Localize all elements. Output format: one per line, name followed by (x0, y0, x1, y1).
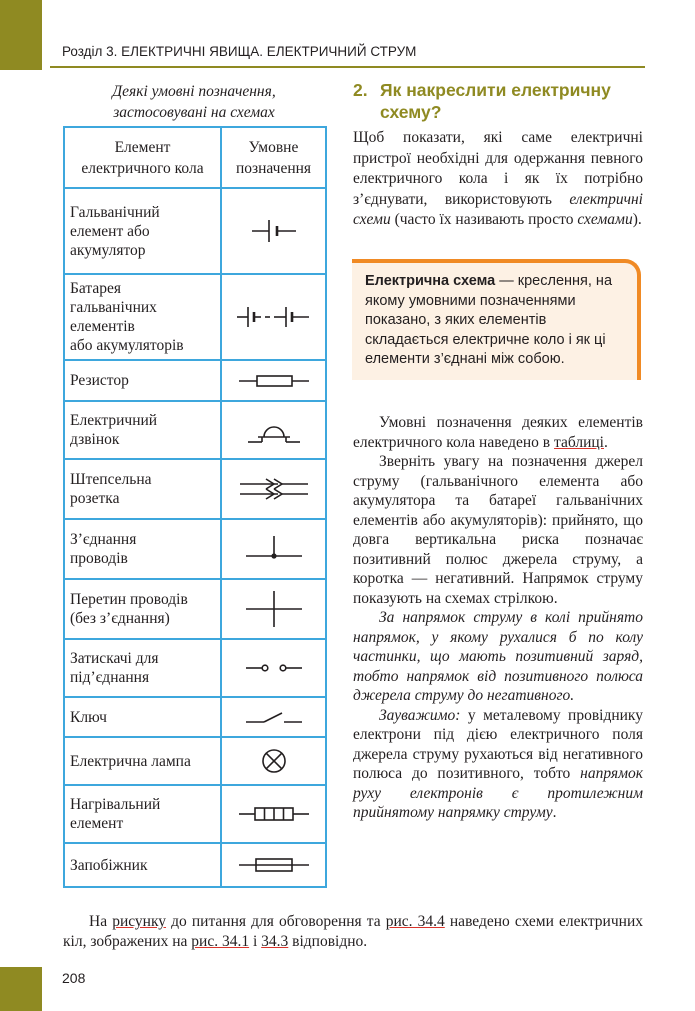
table-row (64, 843, 326, 887)
bottom-paragraph: На рисунку до питання для обговорення та рис. 34.4 наведено схеми електричних кіл, зображених на рис. 34.1 і 34.3 відповідно. (63, 913, 643, 950)
table-caption: Деякі умовні позначення, застосовувані на схемах (112, 83, 276, 121)
bottom-color-bar (0, 967, 42, 1011)
page-number: 208 (62, 970, 86, 986)
figure-link[interactable]: рисунку (112, 913, 167, 930)
table-row (64, 639, 326, 697)
body-text (353, 413, 643, 823)
lamp-symbol-icon (221, 737, 326, 785)
header-rule (50, 66, 645, 68)
bell-symbol-icon (221, 401, 326, 459)
paragraph: За напрямок струму в колі прийнято напрямок, у якому рухалися б по колу частинки, що мають позитивний заряд, тобто напрямок від позитивного полюса джерела струму до негативного. (353, 609, 643, 704)
section-heading (353, 79, 643, 123)
row-label: Гальванічний елемент або акумулятор (64, 188, 221, 274)
col-header-element: Елемент електричного кола (64, 127, 221, 188)
figure-link[interactable]: рис. 34.1 (191, 933, 250, 950)
wire-crossing-symbol-icon (221, 579, 326, 639)
table-row (64, 697, 326, 737)
row-label: Перетин проводів (без з’єднання) (64, 579, 221, 639)
table-row (64, 785, 326, 843)
top-color-bar (0, 0, 42, 70)
table-row (64, 737, 326, 785)
heater-symbol-icon (221, 785, 326, 843)
definition-term: Електрична схема (365, 273, 496, 289)
paragraph: Зауважимо: у металевому провіднику електрони під дією електричного поля джерела струму рухаються від негативного полюса до позитивного, тобто напрямок руху електронів є протилежним прийнятому напрямку струму. (353, 706, 643, 821)
row-label: Електричний дзвінок (64, 401, 221, 459)
battery-symbol-icon (221, 274, 326, 360)
section-title-line1: Як накреслити електричну (380, 80, 611, 100)
running-header: Розділ 3. ЕЛЕКТРИЧНІ ЯВИЩА. ЕЛЕКТРИЧНИЙ СТРУМ (62, 44, 417, 59)
section-title-line2: схему? (380, 102, 442, 122)
table-row (64, 188, 326, 274)
table-row (64, 519, 326, 579)
galvanic-cell-symbol-icon (221, 188, 326, 274)
row-label: З’єднання проводів (64, 519, 221, 579)
row-label: Ключ (64, 697, 221, 737)
table-link[interactable]: таблиці (554, 433, 604, 451)
terminals-symbol-icon (221, 639, 326, 697)
paragraph: Зверніть увагу на позначення джерел струму (гальванічного елемента або акумулятора та батареї гальванічних елементів або акумуляторів): прийнято, що довга вертикальна риска позначає позитивний полюс джерела струму, а коротка — негативний. Напрямок струму показують на схемах стрілкою. (353, 453, 643, 607)
table-header-row (64, 127, 326, 188)
resistor-symbol-icon (221, 360, 326, 401)
paragraph: Умовні позначення деяких елементів електричного кола наведено в таблиці. (353, 414, 643, 451)
switch-symbol-icon (221, 697, 326, 737)
figure-link[interactable]: рис. 34.4 (385, 913, 445, 930)
table-row (64, 274, 326, 360)
symbols-table (63, 126, 327, 888)
socket-symbol-icon (221, 459, 326, 519)
row-label: Батарея гальванічних елементів або акумуляторів (64, 274, 221, 360)
fuse-symbol-icon (221, 843, 326, 887)
row-label: Електрична лампа (64, 737, 221, 785)
table-row (64, 360, 326, 401)
intro-paragraph: Щоб показати, які саме електричні пристрої необхідні для одержання певного електричного кола і як їх потрібно з’єднувати, використовують електричні схеми (часто їх називають просто схемами). (353, 129, 643, 228)
row-label: Резистор (64, 360, 221, 401)
row-label: Штепсельна розетка (64, 459, 221, 519)
row-label: Запобіжник (64, 843, 221, 887)
col-header-symbol: Умовне позначення (221, 127, 326, 188)
table-row (64, 579, 326, 639)
row-label: Нагрівальний елемент (64, 785, 221, 843)
table-row (64, 401, 326, 459)
table-row (64, 459, 326, 519)
figure-link[interactable]: 34.3 (261, 933, 289, 950)
section-number: 2. (353, 80, 368, 100)
wire-junction-symbol-icon (221, 519, 326, 579)
definition-text: Електрична схема — креслення, на якому умовними позначеннями показано, з яких елементів складається електричне коло і як ці елементи з’єднані між собою. (365, 273, 613, 367)
row-label: Затискачі для під’єднання (64, 639, 221, 697)
